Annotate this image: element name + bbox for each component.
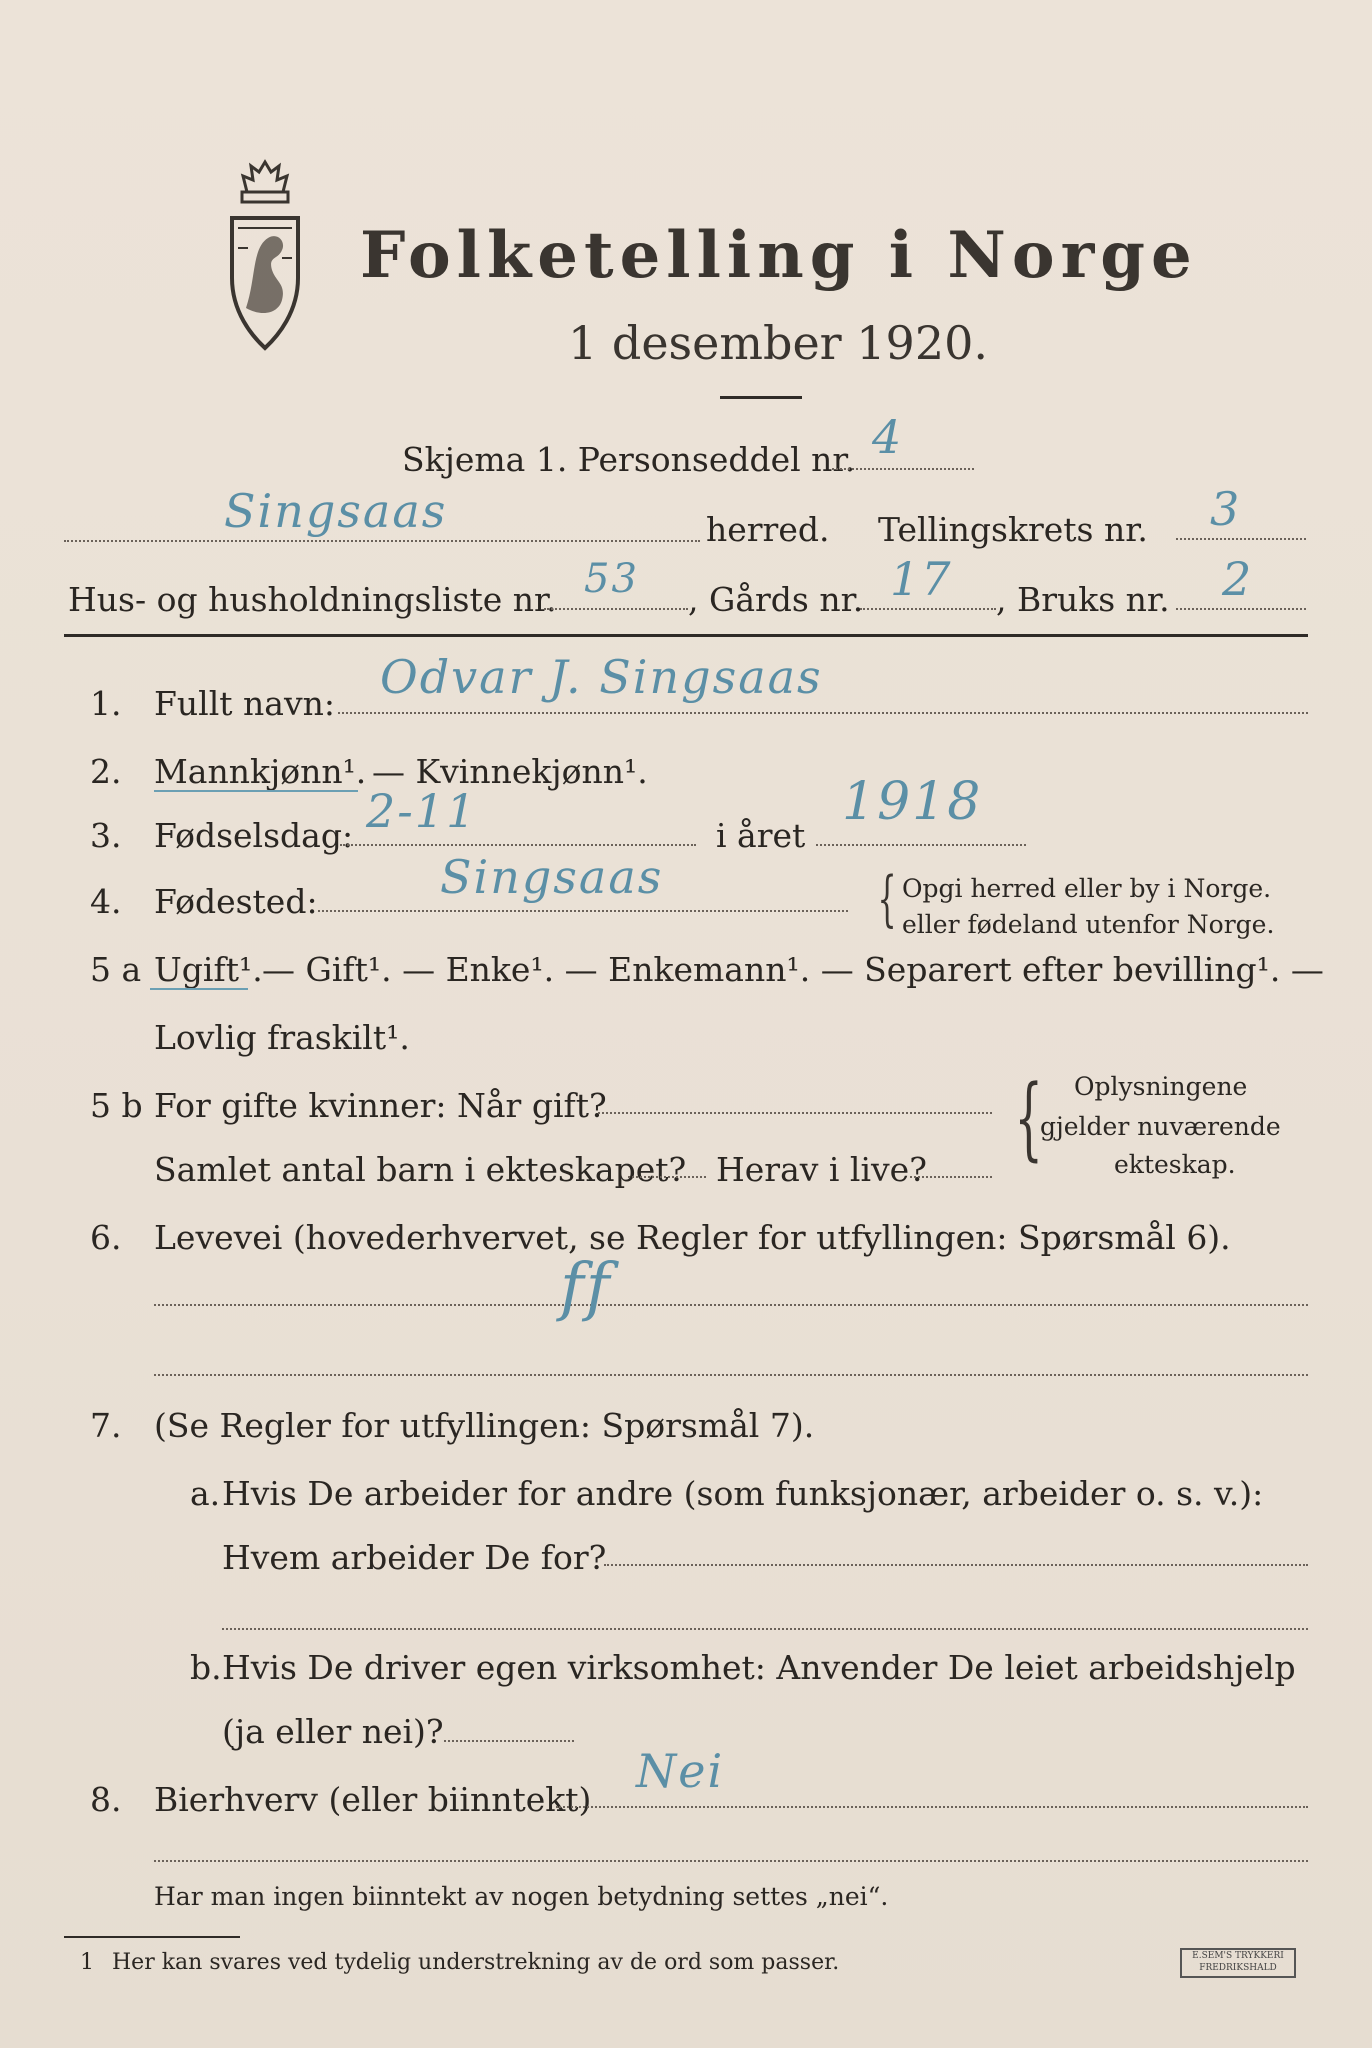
hus-dotted-line (544, 608, 688, 610)
section-divider (64, 634, 1308, 637)
q7b-dotted-line (444, 1740, 574, 1742)
q1-full-name-value: Odvar J. Singsaas (380, 650, 823, 704)
q3-birth-year-value: 1918 (842, 772, 983, 832)
q3-year-dotted-line (816, 844, 1026, 846)
q8-dotted-line-1 (556, 1806, 1308, 1808)
q7b-line1: Hvis De driver egen virksomhet: Anvender De leiet arbeidshjelp (222, 1648, 1296, 1687)
q7a-letter: a. (190, 1474, 221, 1513)
q3-number: 3. (90, 816, 122, 855)
q4-brace: { (877, 864, 897, 934)
coat-of-arms-icon (222, 158, 308, 358)
skjema-number-value: 4 (872, 410, 904, 464)
q5b-married-dotted-line (598, 1112, 992, 1114)
q1-label: Fullt navn: (154, 684, 335, 723)
q8-side-income-value: Nei (636, 1744, 725, 1798)
nei-instruction: Har man ingen biinntekt av nogen betydning settes „nei“. (154, 1882, 889, 1911)
q7a-dotted-line-1 (604, 1564, 1308, 1566)
tellingskrets-dotted-line (1176, 538, 1306, 540)
herred-label: herred. (706, 510, 830, 549)
q7-number: 7. (90, 1406, 122, 1445)
q6-dotted-line-1 (154, 1304, 1308, 1306)
q5b-note-line2: gjelder nuværende (1040, 1112, 1281, 1141)
title-divider (720, 396, 802, 399)
herred-dotted-line (64, 540, 700, 542)
footnote-divider (64, 1936, 240, 1938)
q6-dotted-line-2 (154, 1374, 1308, 1376)
skjema-label: Skjema 1. Personseddel nr. (402, 440, 856, 479)
q5b-children-dotted-line (628, 1176, 706, 1178)
printer-stamp-line1: E.SEM'S TRYKKERI (1192, 1951, 1284, 1961)
q4-note-line2: eller fødeland utenfor Norge. (902, 910, 1275, 939)
census-date: 1 desember 1920. (568, 316, 988, 370)
q5a-number: 5 a (90, 950, 142, 989)
q2-number: 2. (90, 752, 122, 791)
bruks-value: 2 (1222, 552, 1254, 606)
q6-label: Levevei (hovederhvervet, se Regler for utfyllingen: Spørsmål 6). (154, 1218, 1231, 1257)
q5b-brace: { (1014, 1066, 1043, 1171)
q5a-other-options: — Gift¹. — Enke¹. — Enkemann¹. — Separert efter bevilling¹. — (262, 950, 1324, 989)
gards-dotted-line (860, 608, 996, 610)
q6-occupation-value: ff (560, 1250, 612, 1324)
q7b-line2: (ja eller nei)? (222, 1712, 444, 1751)
herred-value: Singsaas (224, 484, 448, 538)
q6-number: 6. (90, 1218, 122, 1257)
gards-label: , Gårds nr. (688, 580, 864, 619)
form-title: Folketelling i Norge (360, 218, 1198, 293)
tellingskrets-value: 3 (1210, 482, 1242, 536)
q3-birthdate-value: 2-11 (366, 784, 478, 838)
q2-male-underline (154, 790, 358, 792)
q5b-note-line3: ekteskap. (1114, 1150, 1236, 1179)
hus-label: Hus- og husholdningsliste nr. (68, 580, 557, 619)
bruks-label: , Bruks nr. (996, 580, 1170, 619)
printer-stamp (1180, 1948, 1296, 1978)
skjema-dotted-line (832, 468, 974, 470)
q5a-ugift-underline (150, 988, 248, 990)
q2-male-option: Mannkjønn¹. (154, 752, 367, 791)
q4-birthplace-value: Singsaas (440, 850, 664, 904)
q3-date-dotted-line (340, 844, 696, 846)
footnote-text: Her kan svares ved tydelig understrekning av de ord som passer. (112, 1950, 840, 1975)
q5b-note-line1: Oplysningene (1074, 1072, 1248, 1101)
q5b-label: For gifte kvinner: Når gift? (154, 1086, 607, 1125)
q7a-dotted-line-2 (222, 1628, 1308, 1630)
footnote-mark: 1 (80, 1950, 94, 1975)
q5b-number: 5 b (90, 1086, 143, 1125)
printer-stamp-line2: FREDRIKSHALD (1199, 1963, 1277, 1973)
q7-label: (Se Regler for utfyllingen: Spørsmål 7). (154, 1406, 815, 1445)
hus-value: 53 (584, 556, 639, 602)
q4-number: 4. (90, 882, 122, 921)
bruks-dotted-line (1176, 608, 1306, 610)
q7b-letter: b. (190, 1648, 222, 1687)
q3-year-label: i året (716, 816, 806, 855)
q5b-alive-dotted-line (910, 1176, 992, 1178)
q5a-ugift-option: Ugift¹. (154, 950, 263, 989)
q1-dotted-line (338, 712, 1308, 714)
q4-dotted-line (318, 910, 848, 912)
q4-label: Fødested: (154, 882, 318, 921)
q1-number: 1. (90, 684, 122, 723)
q3-label: Fødselsdag: (154, 816, 354, 855)
q7a-line2: Hvem arbeider De for? (222, 1538, 607, 1577)
q8-dotted-line-2 (154, 1860, 1308, 1862)
q4-note-line1: Opgi herred eller by i Norge. (902, 874, 1272, 903)
tellingskrets-label: Tellingskrets nr. (878, 510, 1148, 549)
q5a-line2: Lovlig fraskilt¹. (154, 1018, 410, 1057)
q8-label: Bierhverv (eller biinntekt) (154, 1780, 592, 1819)
q5b-children-label: Samlet antal barn i ekteskapet? (154, 1150, 687, 1189)
q2-other-options: — Kvinnekjønn¹. (372, 752, 648, 791)
gards-value: 17 (890, 552, 953, 606)
q8-number: 8. (90, 1780, 122, 1819)
q7a-line1: Hvis De arbeider for andre (som funksjonær, arbeider o. s. v.): (222, 1474, 1264, 1513)
q5b-alive-label: Herav i live? (716, 1150, 927, 1189)
